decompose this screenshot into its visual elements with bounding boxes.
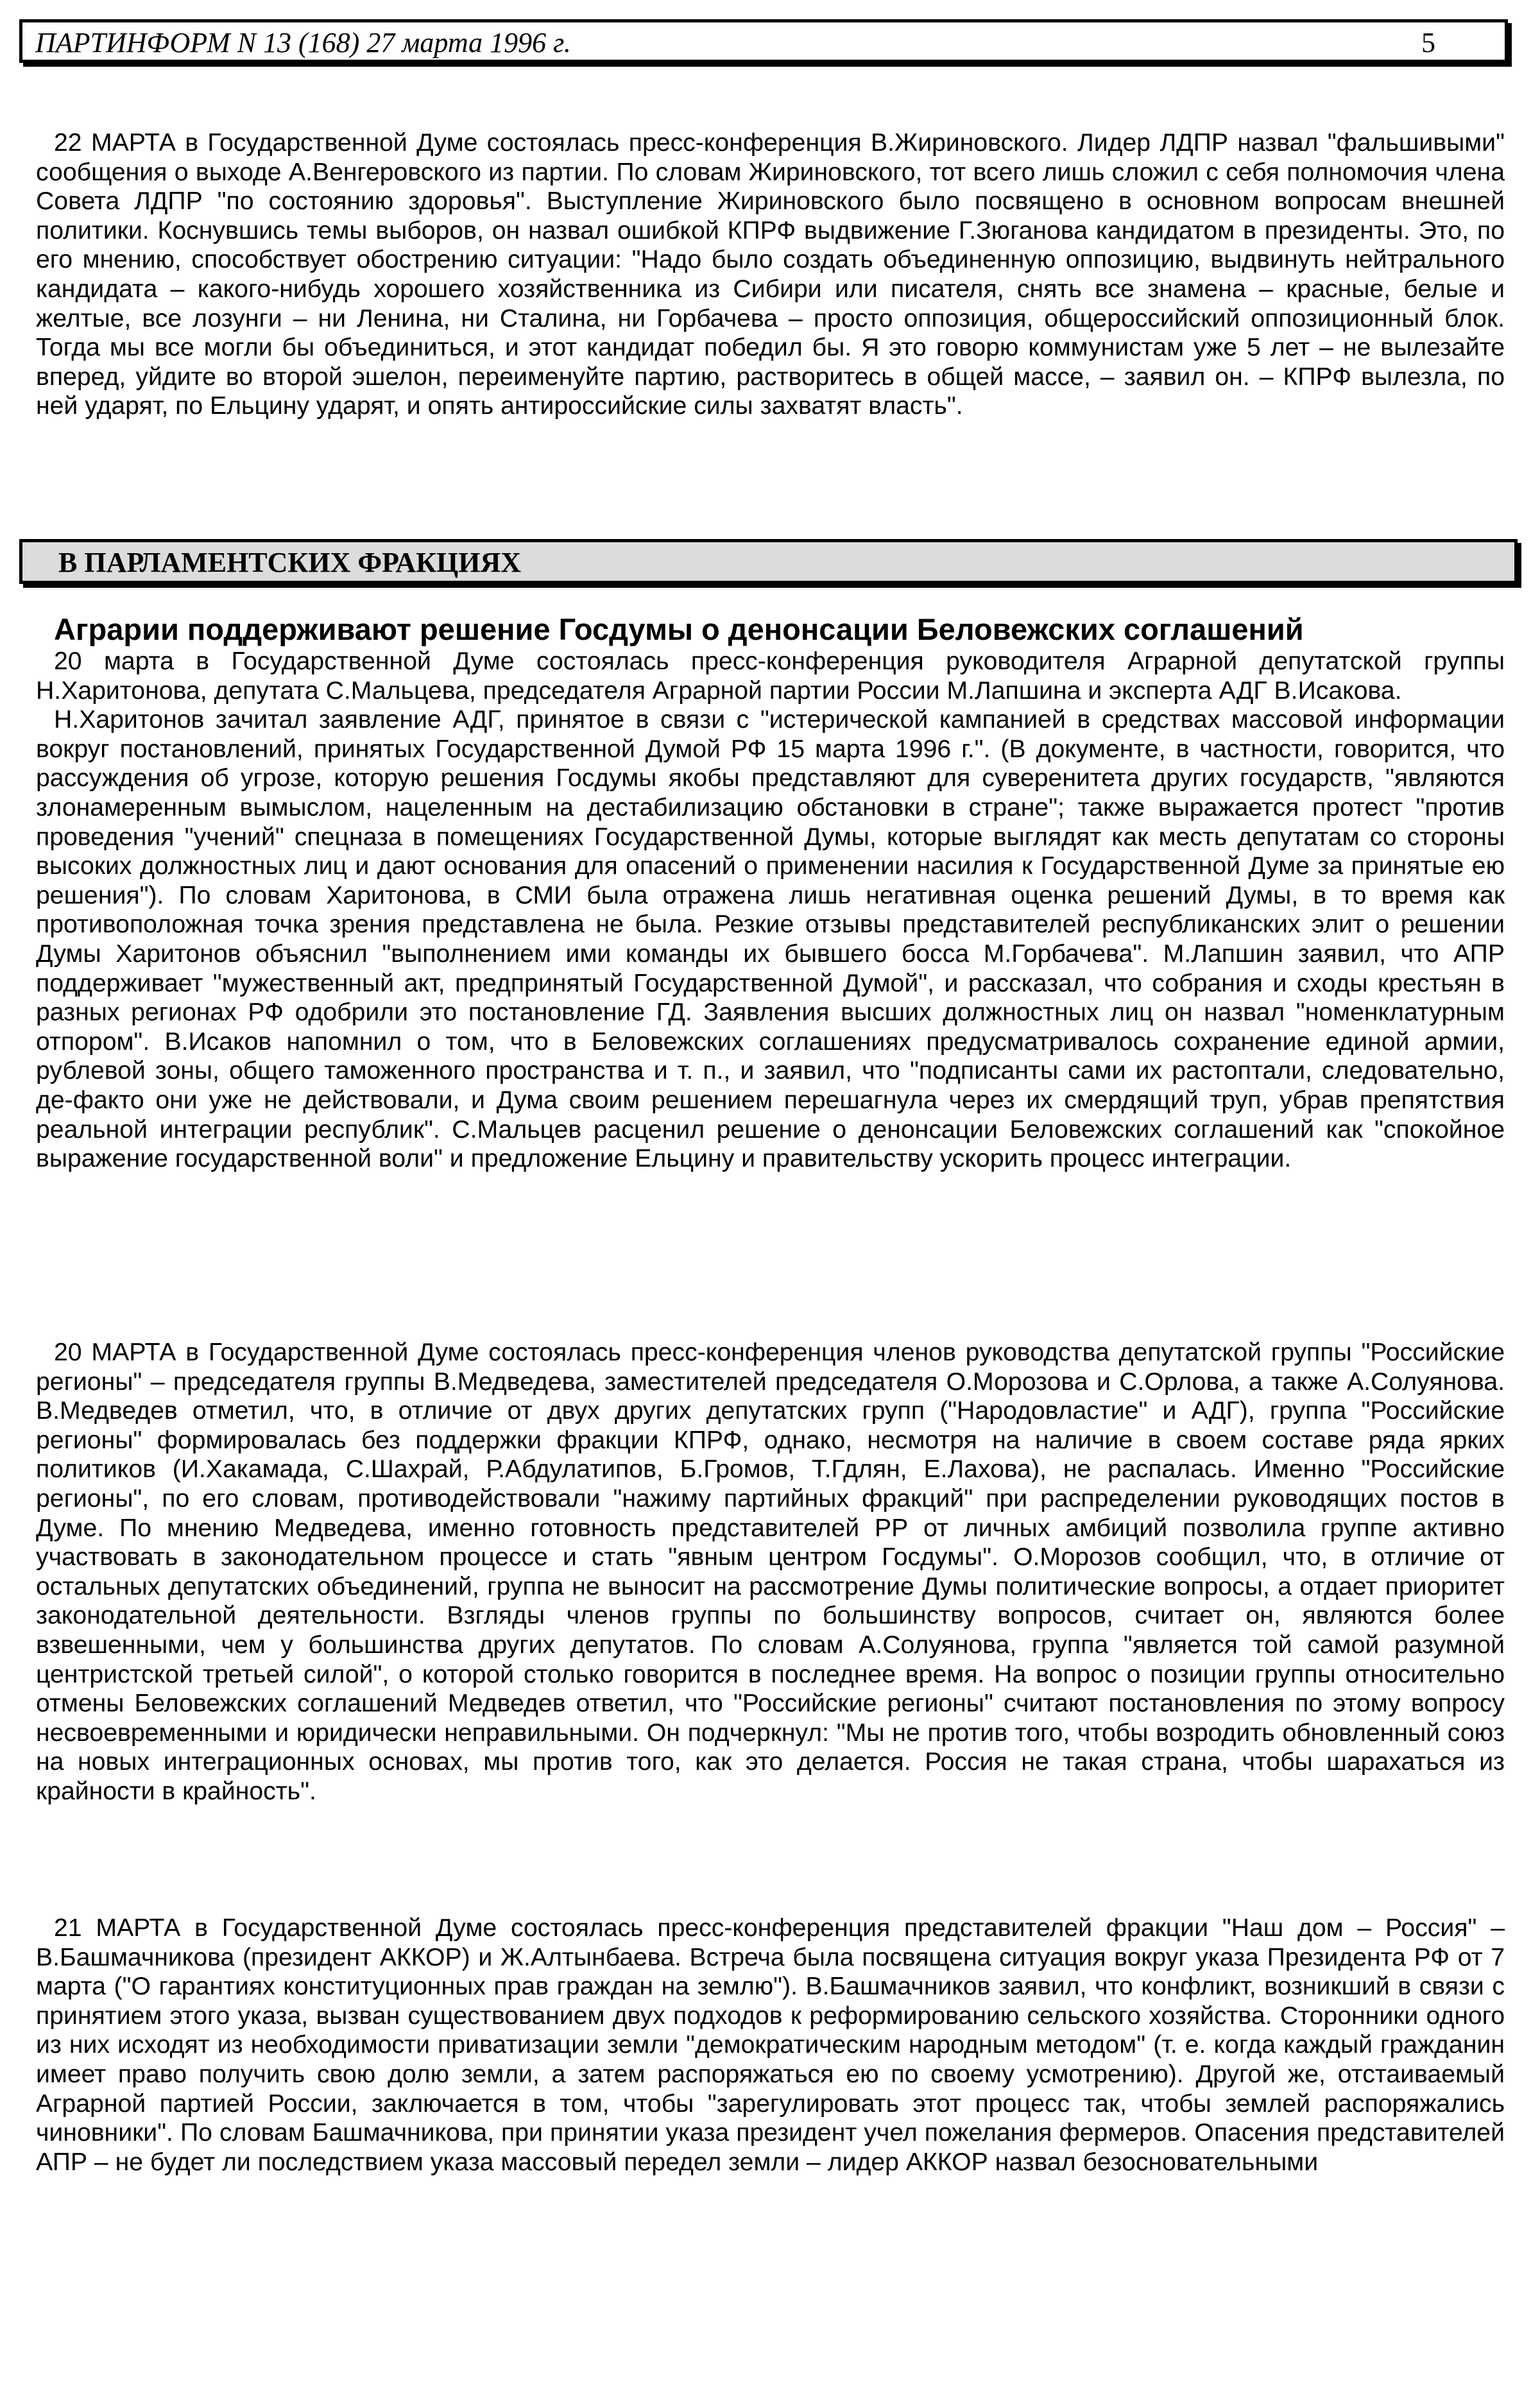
- intro-article: [36, 128, 1505, 421]
- intro-paragraph: 22 МАРТА в Государственной Думе состоялась пресс-конференция В.Жириновского. Лидер ЛДПР назвал "фальшивыми" сообщения о выходе А.Венгеровского из партии. По словам Жириновского, тот всего лишь сложил с себя полномочия члена Совета ЛДПР "по состоянию здоровья". Выступление Жириновского было посвящено в основном вопросам внешней политики. Коснувшись темы выборов, он назвал ошибкой КПРФ выдвижение Г.Зюганова кандидатом в президенты. Это, по его мнению, способствует обострению ситуации: "Надо было создать объединенную оппозицию, выдвинуть нейтрального кандидата – какого-нибудь хорошего хозяйственника из Сибири или писателя, снять все знамена – красные, белые и желтые, все лозунги – ни Ленина, ни Сталина, ни Горбачева – просто оппозиция, общероссийский оппозиционный блок. Тогда мы все могли бы объединиться, и этот кандидат победил бы. Я это говорю коммунистам уже 5 лет – не вылезайте вперед, уйдите во второй эшелон, переименуйте партию, растворитесь в общей массе, – заявил он. – КПРФ вылезла, по ней ударят, по Ельцину ударят, и опять антироссийские силы захватят власть".: [36, 129, 1505, 420]
- news-paragraph-1: 20 МАРТА в Государственной Думе состоялась пресс-конференция членов руководства депутатской группы "Российские регионы" – председателя группы В.Медведева, заместителей председателя О.Морозова и С.Орлова, а также А.Солуянова. В.Медведев отметил, что, в отличие от двух других депутатских групп ("Народовластие" и АДГ), группа "Российские регионы" формировалась без поддержки фракции КПРФ, однако, несмотря на наличие в своем составе ряда ярких политиков (И.Хакамада, С.Шахрай, Р.Абдулатипов, Б.Громов, Т.Гдлян, Е.Лахова), не распалась. Именно "Российские регионы", по его словам, противодействовали "нажиму партийных фракций" при распределении руководящих постов в Думе. По мнению Медведева, именно готовность представителей РР от личных амбиций позволила группе активно участвовать в законодательном процессе и стать "явным центром Госдумы". О.Морозов сообщил, что, в отличие от остальных депутатских объединений, группа не выносит на рассмотрение Думы политические вопросы, а отдает приоритет законодательной деятельности. Взгляды членов группы по большинству вопросов, считает он, являются более взвешенными, чем у большинства других депутатов. По словам А.Солуянова, группа "является той самой разумной центристской третьей силой", о которой столько говорится в последнее время. На вопрос о позиции группы относительно отмены Беловежских соглашений Медведев ответил, что "Российские регионы" считают постановления по этому вопросу несвоевременными и юридически неправильными. Он подчеркнул: "Мы не против того, чтобы возродить обновленный союз на новых интеграционных основах, мы против того, как это делается. Россия не такая страна, чтобы шарахаться из крайности в крайность".: [36, 1339, 1505, 1805]
- news-item-1: [36, 1338, 1505, 1806]
- article-paragraph-2: Н.Харитонов зачитал заявление АДГ, принятое в связи с "истерической кампанией в средствах массовой информации вокруг постановлений, принятых Государственной Думой РФ 15 марта 1996 г.". (В документе, в частности, говорится, что рассуждения об угрозе, которую решения Госдумы якобы представляют для суверенитета других государств, "являются злонамеренным вымыслом, нацеленным на дестабилизацию обстановки в стране"; также выражается протест "против проведения "учений" спецназа в помещениях Государственной Думы, которые выглядят как месть депутатам со стороны высоких должностных лиц и дают основания для опасений о применении насилия к Государственной Думе за принятые ею решения"). По словам Харитонова, в СМИ была отражена лишь негативная оценка решений Думы, в то время как противоположная точка зрения представлена не была. Резкие отзывы представителей республиканских элит о решении Думы Харитонов объяснил "выполнением ими команды их бывшего босса М.Горбачева". М.Лапшин заявил, что АПР поддерживает "мужественный акт, предпринятый Государственной Думой", и рассказал, что собрания и сходы крестьян в разных регионах РФ одобрили это постановление ГД. Заявления высших должностных лиц он назвал "номенклатурным отпором". В.Исаков напомнил о том, что в Беловежских соглашениях предусматривалось сохранение единой армии, рублевой зоны, общего таможенного пространства и т. п., и заявил, что "подписанты сами их растоптали, следовательно, де-факто они уже не действовали, и Дума своим решением перешагнула через их смердящий труп, убрав препятствия реальной интеграции республик". С.Мальцев расценил решение о денонсации Беловежских соглашений как "спокойное выражение государственной воли" и предложение Ельцину и правительству ускорить процесс интеграции.: [36, 706, 1505, 1173]
- article-paragraph-1: 20 марта в Государственной Думе состоялась пресс-конференция руководителя Аграрной депутатской группы Н.Харитонова, депутата С.Мальцева, председателя Аграрной партии России М.Лапшина и эксперта АДГ В.Исакова.: [36, 647, 1505, 705]
- article-headline: Аграрии поддерживают решение Госдумы о денонсации Беловежских соглашений: [54, 612, 1304, 646]
- news-paragraph-2: 21 МАРТА в Государственной Думе состоялась пресс-конференция представителей фракции "Наш дом – Россия" – В.Башмачникова (президент АККОР) и Ж.Алтынбаева. Встреча была посвящена ситуация вокруг указа Президента РФ от 7 марта ("О гарантиях конституционных прав граждан на землю"). В.Башмачников заявил, что конфликт, возникший в связи с принятием этого указа, вызван существованием двух подходов к реформированию сельского хозяйства. Сторонники одного из них исходят из необходимости приватизации земли "демократическим народным методом" (т. е. когда каждый гражданин имеет право получить свою долю земли, а затем распоряжаться ею по своему усмотрению). Другой же, отстаиваемый Аграрной партией России, заключается в том, чтобы "зарегулировать этот процесс так, чтобы землей распоряжались чиновники". По словам Башмачникова, при принятии указа президент учел пожелания фермеров. Опасения представителей АПР – не будет ли последствием указа массовый передел земли – лидер АККОР назвал безосновательными: [36, 1914, 1505, 2176]
- page-number: 5: [1421, 27, 1435, 58]
- publication-title: ПАРТИНФОРМ N 13 (168) 27 марта 1996 г.: [35, 27, 571, 58]
- section-banner: [19, 539, 1518, 584]
- page-header: [19, 19, 1508, 63]
- article-body: [36, 647, 1505, 1174]
- section-title: В ПАРЛАМЕНТСКИХ ФРАКЦИЯХ: [58, 547, 522, 578]
- news-item-2: [36, 1914, 1505, 2177]
